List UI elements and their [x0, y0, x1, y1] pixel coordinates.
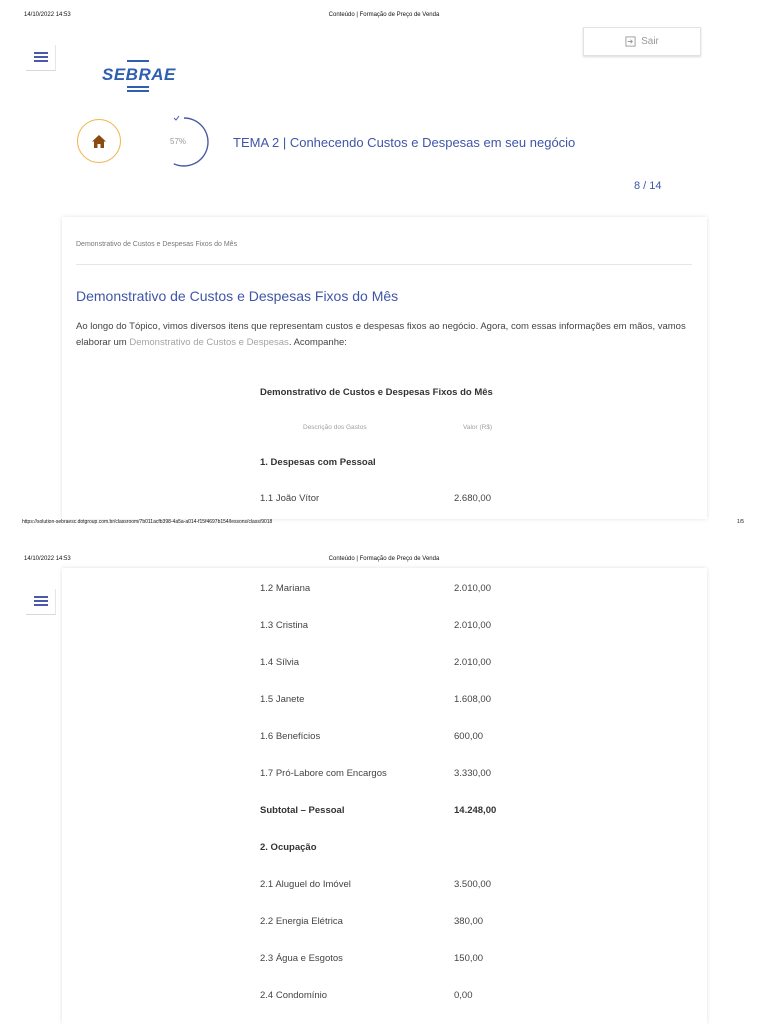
page-counter: 8 / 14: [634, 180, 662, 192]
table-row-value: 0,00: [454, 990, 473, 1001]
table-title: Demonstrativo de Custos e Despesas Fixos do Mês: [260, 387, 493, 398]
table-row-desc: 2.3 Água e Esgotos: [260, 953, 343, 964]
table-row-value: 2.010,00: [454, 620, 491, 631]
table-row-desc: 1. Despesas com Pessoal: [260, 457, 376, 468]
exit-button[interactable]: [583, 27, 701, 56]
table-row-desc: Subtotal – Pessoal: [260, 805, 345, 816]
print-title: Conteúdo | Formação de Preço de Venda: [328, 556, 440, 562]
table-row-desc: 2.1 Aluguel do Imóvel: [260, 879, 351, 890]
table-row-desc: 1.1 João Vítor: [260, 493, 320, 504]
table-row-value: 1.608,00: [454, 694, 491, 705]
col-header-value: Valor (R$): [463, 424, 493, 431]
print-date: 14/10/2022 14:53: [24, 12, 71, 18]
divider: [76, 264, 692, 265]
progress-percent: 57%: [170, 137, 187, 146]
logo-text: SEBRAE: [102, 65, 176, 84]
menu-icon[interactable]: [26, 589, 56, 615]
menu-icon[interactable]: [26, 45, 56, 71]
table-row-value: 3.330,00: [454, 768, 491, 779]
print-title: Conteúdo | Formação de Preço de Venda: [328, 12, 440, 18]
table-row-desc: 2.2 Energia Elétrica: [260, 916, 343, 927]
intro-text: Ao longo do Tópico, vimos diversos itens que representam custos e despesas fixos ao negócio. Agora, com essas informações em mãos, vamos elaborar um Demonstrativo de Custos e Despesas. Acompanhe:: [76, 321, 686, 348]
table-row-desc: 1.6 Benefícios: [260, 731, 321, 742]
table-row-desc: 1.7 Pró-Labore com Encargos: [260, 768, 387, 779]
breadcrumb: Demonstrativo de Custos e Despesas Fixos do Mês: [76, 241, 238, 248]
print-header: [0, 12, 768, 24]
table-row-value: 3.500,00: [454, 879, 491, 890]
sebrae-logo: [102, 60, 182, 94]
content-card: [62, 217, 707, 519]
table-row-value: 2.010,00: [454, 583, 491, 594]
home-button[interactable]: [77, 119, 121, 163]
print-date: 14/10/2022 14:53: [24, 556, 71, 562]
print-header-2: [0, 556, 768, 568]
table-row-value: 14.248,00: [454, 805, 497, 816]
print-url: https://solution-sebraesc.dotgroup.com.br/classroom/7b011acfb398-4a5a-a014-f15f4697b154/lessons/class/9018: [22, 519, 273, 525]
table-row-value: 2.680,00: [454, 493, 491, 504]
content-title: Demonstrativo de Custos e Despesas Fixos do Mês: [76, 288, 399, 304]
col-header-desc: Descrição dos Gastos: [303, 424, 367, 431]
exit-label: Sair: [641, 36, 659, 47]
table-row-value: 380,00: [454, 916, 484, 927]
table-row-desc: 1.4 Sílvia: [260, 657, 300, 668]
table-row-desc: 2.4 Condomínio: [260, 990, 328, 1001]
exit-icon: [625, 36, 636, 47]
table-row-desc: 1.5 Janete: [260, 694, 305, 705]
home-icon: [91, 134, 107, 149]
content-card-continued: [62, 568, 707, 1024]
print-page-number: 1/5: [737, 519, 744, 525]
tema-title: TEMA 2 | Conhecendo Custos e Despesas em seu negócio: [233, 135, 576, 150]
print-footer: [0, 519, 768, 529]
table-row-value: 600,00: [454, 731, 484, 742]
table-row-value: 2.010,00: [454, 657, 491, 668]
table-row-desc: 2. Ocupação: [260, 842, 317, 853]
table-row-value: 150,00: [454, 953, 484, 964]
table-row-desc: 1.2 Mariana: [260, 583, 311, 594]
demonstrativo-link[interactable]: Demonstrativo de Custos e Despesas: [129, 337, 289, 348]
table-row-desc: 1.3 Cristina: [260, 620, 309, 631]
